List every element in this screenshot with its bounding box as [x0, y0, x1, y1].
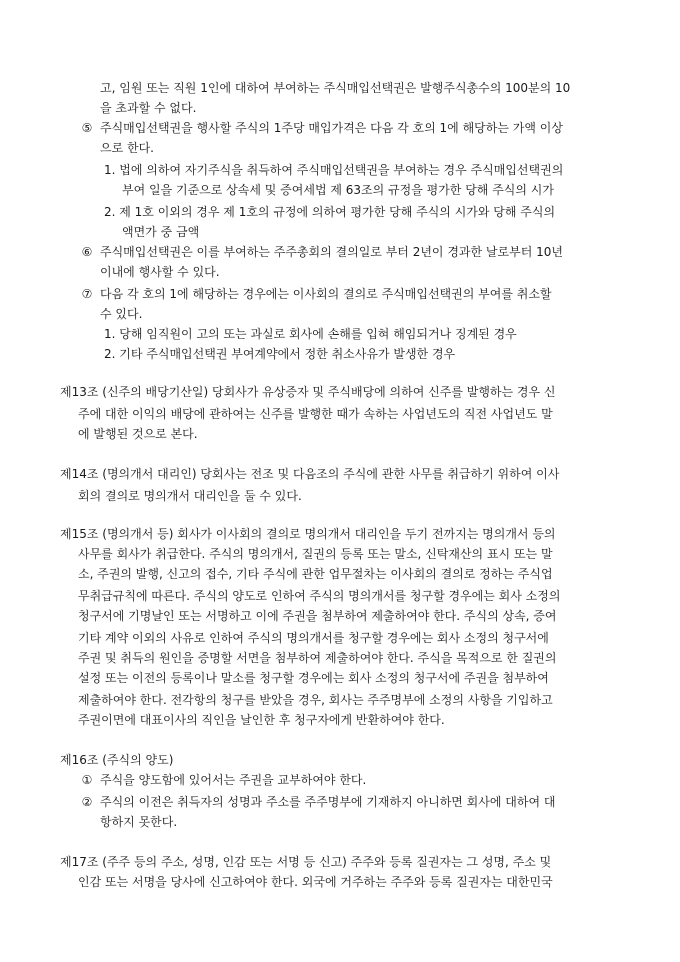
circled-number-7: ⑦	[81, 287, 93, 301]
item-5-sub-2-line-2: 액면가 중 금액	[122, 225, 200, 239]
article-16-item-2-line-2: 항하지 못한다.	[100, 815, 178, 829]
article-15-line-7: 주권 및 취득의 원인을 증명할 서면을 첨부하여 제출하여야 한다. 주식을 목적으로 한 질권의	[78, 651, 557, 665]
item-7-sub-2: 2. 기타 주식매입선택권 부여계약에서 정한 취소사유가 발생한 경우	[104, 347, 456, 361]
article-16-item-2-line-1: 주식의 이전은 취득자의 성명과 주소를 주주명부에 기재하지 아니하면 회사에 대하여 대	[100, 795, 556, 809]
article-15-line-9: 제출하여야 한다. 전각항의 청구를 받았을 경우, 회사는 주주명부에 소정의 사항을 기입하고	[78, 693, 553, 707]
circled-number-5: ⑤	[81, 121, 93, 135]
item-5-sub-1-line-1: 1. 법에 의하여 자기주식을 취득하여 주식매입선택권을 부여하는 경우 주식매입선택권의	[104, 163, 564, 177]
item-5-line-1: 주식매입선택권을 행사할 주식의 1주당 매입가격은 다음 각 호의 1에 해당하는 가액 이상	[100, 121, 563, 135]
article-14-line-1: 제14조 (명의개서 대리인) 당회사는 전조 및 다음조의 주식에 관한 사무를 취급하기 위하여 이사	[60, 467, 560, 481]
article-15-line-4: 무취급규칙에 따른다. 주식의 양도로 인하여 주식의 명의개서를 청구할 경우에는 회사 소정의	[78, 589, 561, 603]
article-16-item-1: 주식을 양도함에 있어서는 주권을 교부하여야 한다.	[100, 773, 367, 787]
item-7-line-2: 수 있다.	[100, 307, 143, 321]
circled-number-6: ⑥	[81, 245, 93, 259]
circled-number-1: ①	[81, 773, 93, 787]
article-15-line-3: 소, 주권의 발행, 신고의 접수, 기타 주식에 관한 업무절차는 이사회의 결의로 정하는 주식업	[78, 567, 553, 581]
article-15-line-6: 기타 계약 이외의 사유로 인하여 주식의 명의개서를 청구할 경우에는 회사 소정의 청구서에	[78, 631, 549, 645]
article-13-line-3: 에 발행된 것으로 본다.	[78, 427, 198, 441]
item-7-line-1: 다음 각 호의 1에 해당하는 경우에는 이사회의 결의로 주식매입선택권의 부여를 취소할	[100, 287, 552, 301]
article-13-line-1: 제13조 (신주의 배당기산일) 당회사가 유상증자 및 주식배당에 의하여 신주를 발행하는 경우 신	[60, 385, 556, 399]
item-5-line-2: 으로 한다.	[100, 141, 154, 155]
article-14-line-2: 회의 결의로 명의개서 대리인을 둘 수 있다.	[78, 489, 302, 503]
item-6-line-1: 주식매입선택권은 이를 부여하는 주주총회의 결의일로 부터 2년이 경과한 날로부터 10년	[100, 245, 563, 259]
item-5-sub-2-line-1: 2. 제 1호 이외의 경우 제 1호의 규정에 의하여 평가한 당해 주식의 시가와 당해 주식의	[104, 205, 556, 219]
circled-number-2: ②	[81, 795, 93, 809]
clause-continuation-line-2: 을 초과할 수 없다.	[100, 101, 197, 115]
article-15-line-1: 제15조 (명의개서 등) 회사가 이사회의 결의로 명의개서 대리인을 두기 전까지는 명의개서 등의	[60, 527, 556, 541]
article-13-line-2: 주에 대한 이익의 배당에 관하여는 신주를 발행한 때가 속하는 사업년도의 직전 사업년도 말	[78, 407, 553, 421]
article-15-line-5: 청구서에 기명날인 또는 서명하고 이에 주권을 첨부하여 제출하여야 한다. 주식의 상속, 증여	[78, 609, 557, 623]
item-5-sub-1-line-2: 부여 일을 기준으로 상속세 및 증여세법 제 63조의 규정을 평가한 당해 주식의 시가	[122, 183, 554, 197]
article-16-heading: 제16조 (주식의 양도)	[60, 753, 174, 767]
article-17-line-2: 인감 또는 서명을 당사에 신고하여야 한다. 외국에 거주하는 주주와 등록 질권자는 대한민국	[78, 875, 553, 889]
item-6-line-2: 이내에 행사할 수 있다.	[100, 265, 220, 279]
clause-continuation-line-1: 고, 임원 또는 직원 1인에 대하여 부여하는 주식매입선택권은 발행주식총수의 100분의 10	[100, 81, 571, 95]
article-15-line-10: 주권이면에 대표이사의 직인을 날인한 후 청구자에게 반환하여야 한다.	[78, 713, 445, 727]
article-17-line-1: 제17조 (주주 등의 주소, 성명, 인감 또는 서명 등 신고) 주주와 등록 질권자는 그 성명, 주소 및	[60, 855, 552, 869]
article-15-line-2: 사무를 회사가 취급한다. 주식의 명의개서, 질권의 등록 또는 말소, 신탁재산의 표시 또는 말	[78, 547, 553, 561]
item-7-sub-1: 1. 당해 임직원이 고의 또는 과실로 회사에 손해를 입혀 해임되거나 징계된 경우	[104, 327, 517, 341]
article-15-line-8: 설정 또는 이전의 등록이나 말소를 청구할 경우에는 회사 소정의 청구서에 주권을 첨부하여	[78, 671, 549, 685]
